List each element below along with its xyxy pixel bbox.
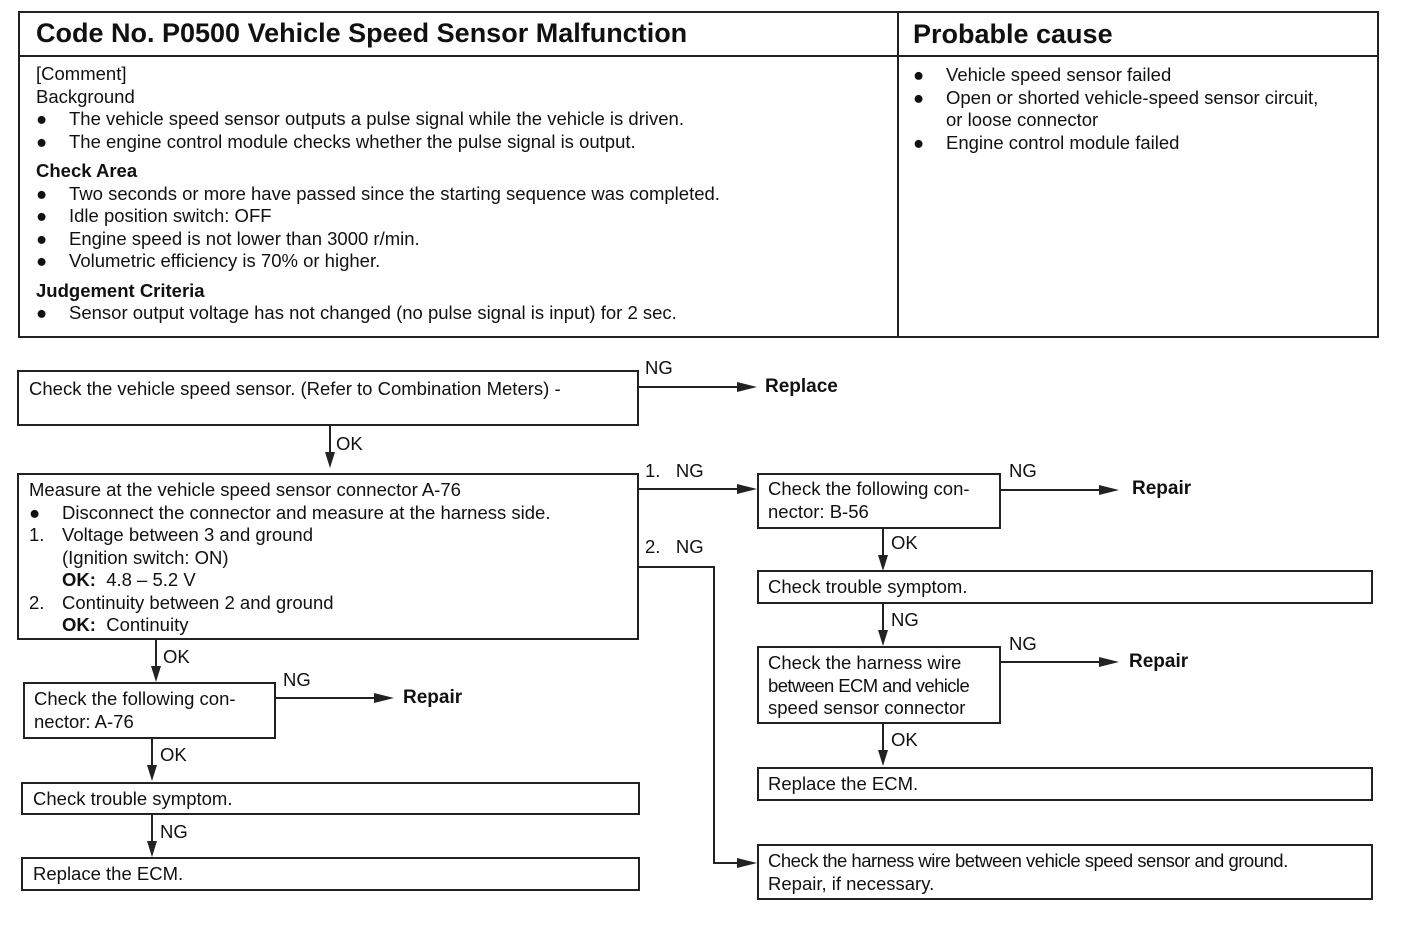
- check-area-item: ● Idle position switch: OFF: [36, 205, 272, 226]
- measure-condition: (Ignition switch: ON): [62, 546, 229, 568]
- connector-line: [639, 488, 739, 490]
- measure-bullet: ● Disconnect the connector and measure at the harness side.: [29, 501, 551, 523]
- connector-line: [713, 862, 737, 864]
- connector-line: [1001, 661, 1101, 663]
- ng-label: NG: [1009, 460, 1037, 481]
- comment-section: [36, 63, 720, 325]
- check-area-item: ● Two seconds or more have passed since the starting sequence was completed.: [36, 182, 720, 204]
- arrow-head: [877, 750, 889, 766]
- arrow-head: [737, 381, 757, 393]
- connector-line: [882, 724, 884, 752]
- ng-label: NG: [645, 357, 673, 378]
- connector-line: [1001, 489, 1101, 491]
- ok-label: OK: [163, 646, 190, 667]
- connector-line: [882, 529, 884, 557]
- connector-a76-text: Check the following con- nector: A-76: [34, 688, 236, 732]
- ecm-left-text: Replace the ECM.: [33, 863, 184, 884]
- measure-content: [29, 479, 550, 637]
- connector-line: [639, 386, 739, 388]
- table-column-divider: [897, 11, 899, 338]
- cause-item-continued: or loose connector: [946, 109, 1099, 130]
- arrow-head: [737, 857, 757, 869]
- probable-cause-title: Probable cause: [913, 19, 1113, 49]
- trouble-left-text: Check trouble symptom.: [33, 788, 233, 809]
- background-item: ● The vehicle speed sensor outputs a pulse signal while the vehicle is driven.: [36, 108, 684, 129]
- measure-item: 2. Continuity between 2 and ground: [29, 591, 334, 613]
- arrow-head: [374, 692, 394, 704]
- connector-b56-text: Check the following con- nector: B-56: [768, 478, 970, 522]
- arrow-head: [150, 666, 162, 682]
- step-replace-ecm-left: [21, 857, 640, 891]
- ng-label: NG: [283, 669, 311, 690]
- connector-line: [639, 566, 715, 568]
- step-trouble-symptom-left: [21, 782, 640, 815]
- ecm-right-text: Replace the ECM.: [768, 773, 919, 794]
- arrow-head: [737, 483, 757, 495]
- arrow-head: [146, 841, 158, 857]
- ng-branch-1-label: 1. NG: [645, 460, 704, 481]
- connector-line: [155, 640, 157, 668]
- measure-item: 1. Voltage between 3 and ground: [29, 524, 313, 545]
- check-area-item: ● Engine speed is not lower than 3000 r/min.: [36, 227, 420, 249]
- ng-branch-2-label: 2. NG: [645, 536, 704, 557]
- ok-label: OK: [891, 532, 918, 553]
- step-measure-connector: [17, 473, 639, 640]
- probable-cause-list: [913, 64, 1318, 154]
- ok-label: OK: [160, 744, 187, 765]
- ng-label: NG: [1009, 633, 1037, 654]
- ok-label: OK: [891, 729, 918, 750]
- background-label: Background: [36, 85, 135, 107]
- measure-ok: OK: 4.8 – 5.2 V: [62, 569, 196, 590]
- result-repair: Repair: [1132, 478, 1192, 499]
- table-header-divider: [18, 55, 1379, 57]
- step-check-harness-ground: [757, 844, 1373, 900]
- judgement-item: ● Sensor output voltage has not changed (no pulse signal is input) for 2 sec.: [36, 302, 677, 323]
- result-replace: Replace: [765, 376, 838, 397]
- arrow-head: [324, 452, 336, 468]
- judgement-label: Judgement Criteria: [36, 279, 205, 301]
- check-area-label: Check Area: [36, 160, 138, 181]
- arrow-head: [146, 765, 158, 781]
- ok-label: OK: [336, 433, 363, 454]
- cause-item: ● Open or shorted vehicle-speed sensor circuit,: [913, 86, 1319, 108]
- step-check-connector-a76: [23, 682, 276, 739]
- step-check-speed-sensor: [17, 370, 639, 426]
- step-replace-ecm-right: [757, 767, 1373, 801]
- arrow-head: [1099, 484, 1119, 496]
- harness-ecm-text: Check the harness wire between ECM and vehicle speed sensor connector: [768, 652, 970, 718]
- background-item: ● The engine control module checks whether the pulse signal is output.: [36, 130, 636, 152]
- trouble-right-text: Check trouble symptom.: [768, 576, 968, 597]
- result-repair: Repair: [1129, 651, 1189, 672]
- cause-item: ● Engine control module failed: [913, 131, 1180, 153]
- result-repair: Repair: [403, 687, 463, 708]
- code-title: Code No. P0500 Vehicle Speed Sensor Malfunction: [36, 18, 688, 48]
- measure-title: Measure at the vehicle speed sensor connector A-76: [29, 479, 461, 500]
- connector-line: [713, 566, 715, 864]
- arrow-head: [877, 630, 889, 646]
- arrow-head: [877, 555, 889, 571]
- connector-line: [276, 697, 376, 699]
- connector-line: [882, 604, 884, 632]
- harness-ground-text: Check the harness wire between vehicle speed sensor and ground. Repair, if necessary.: [768, 850, 1288, 894]
- step-check-speed-sensor-text: Check the vehicle speed sensor. (Refer to Combination Meters) -: [29, 378, 561, 399]
- ng-label: NG: [891, 609, 919, 630]
- measure-ok: OK: Continuity: [62, 614, 189, 635]
- check-area-item: ● Volumetric efficiency is 70% or higher.: [36, 250, 381, 271]
- step-trouble-symptom-right: [757, 570, 1373, 604]
- comment-label: [Comment]: [36, 63, 127, 84]
- arrow-head: [1099, 656, 1119, 668]
- ng-label: NG: [160, 821, 188, 842]
- step-check-connector-b56: [757, 473, 1001, 529]
- connector-line: [151, 739, 153, 767]
- step-check-harness-ecm: [757, 646, 1001, 724]
- cause-item: ● Vehicle speed sensor failed: [913, 64, 1172, 85]
- connector-line: [151, 815, 153, 843]
